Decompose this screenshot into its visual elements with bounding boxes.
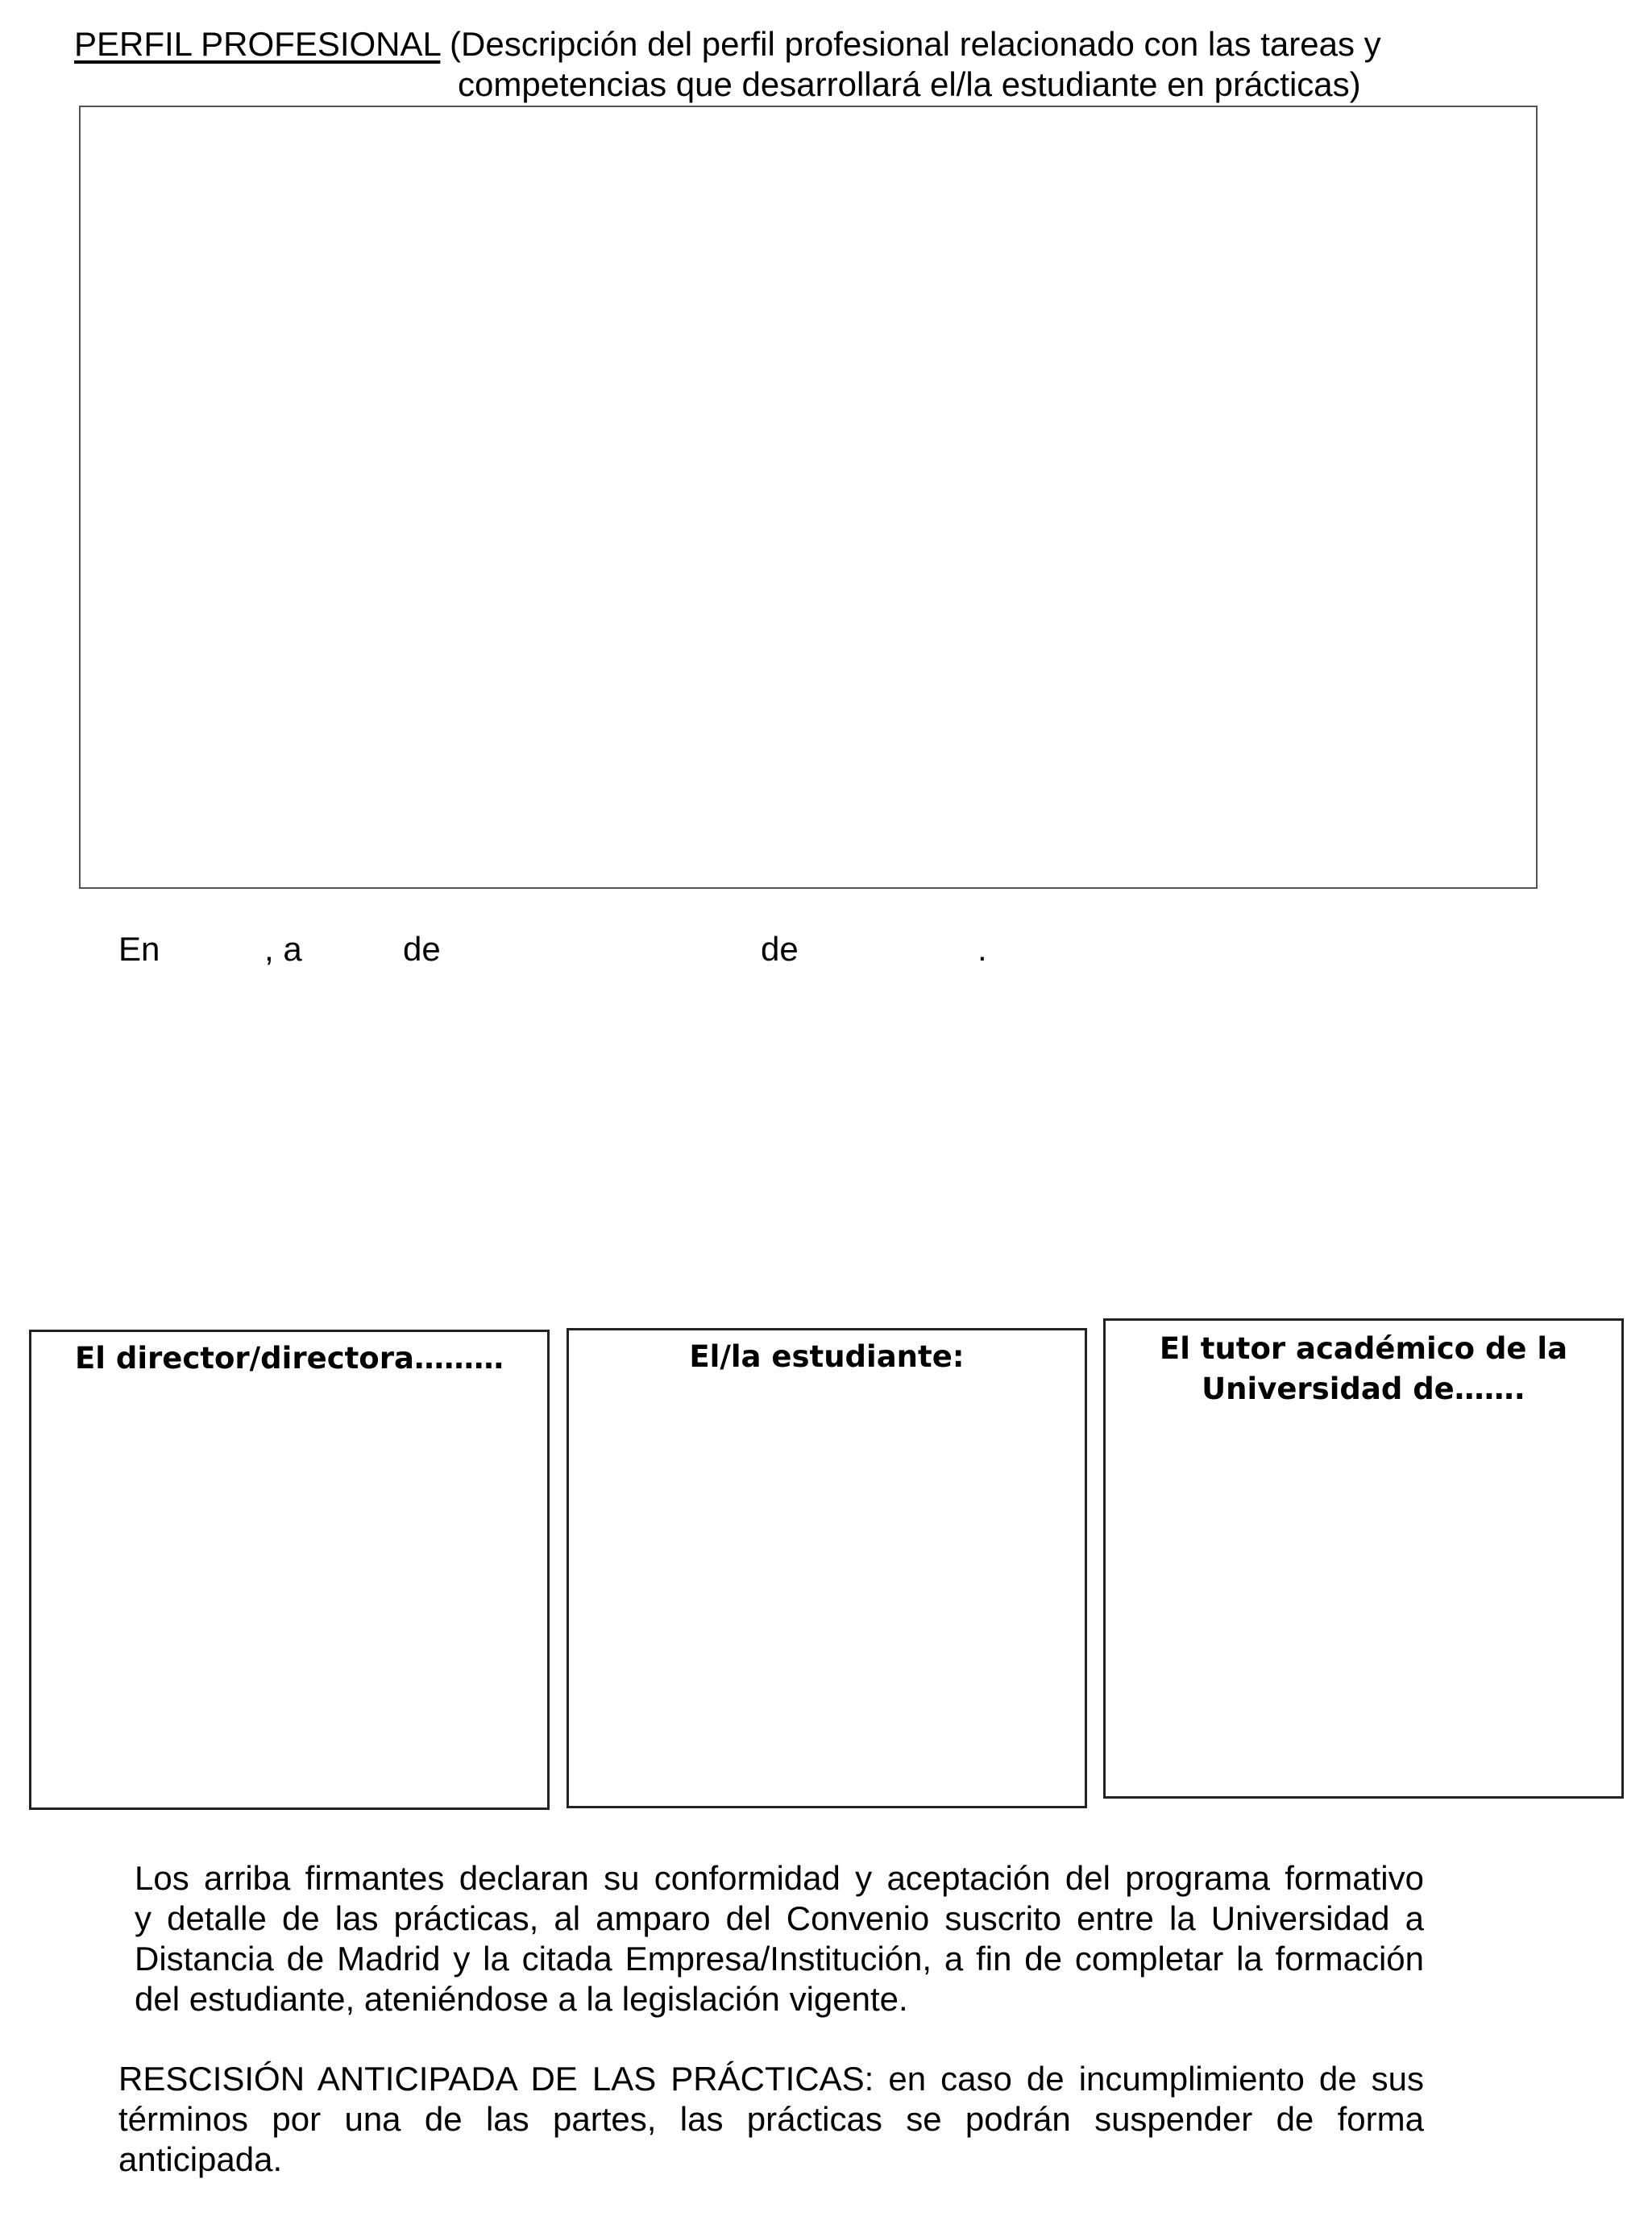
tutor-signature-label-line1: El tutor académico de la (1159, 1331, 1568, 1366)
date-line-en: En (118, 930, 160, 968)
director-signature-label: El director/directora……… (75, 1341, 504, 1376)
rescission-line: anticipada. (118, 2140, 283, 2178)
professional-profile-box[interactable] (79, 106, 1538, 889)
section-title: PERFIL PROFESIONAL (74, 25, 441, 63)
date-line-period: . (978, 930, 987, 968)
tutor-signature-box[interactable] (1103, 1318, 1624, 1799)
conformity-line: Los arriba firmantes declaran su conformidad y aceptación del programa formativo (135, 1859, 1424, 1897)
tutor-signature-label-line2: Universidad de……. (1202, 1372, 1525, 1406)
conformity-paragraph (135, 1858, 1424, 2019)
date-line-de-2: de (761, 930, 799, 968)
section-description-line1: (Descripción del perfil profesional relacionado con las tareas y (450, 25, 1381, 63)
date-line-a: , a (264, 930, 302, 968)
section-description-line2: competencias que desarrollará el/la estudiante en prácticas) (458, 65, 1361, 103)
conformity-line: y detalle de las prácticas, al amparo del Convenio suscrito entre la Universidad a (135, 1899, 1424, 1937)
student-signature-label: El/la estudiante: (689, 1339, 965, 1374)
date-line-de-1: de (403, 930, 441, 968)
rescission-line: términos por una de las partes, las prácticas se podrán suspender de forma (118, 2100, 1424, 2138)
rescission-line: RESCISIÓN ANTICIPADA DE LAS PRÁCTICAS: en caso de incumplimiento de sus (118, 2060, 1424, 2098)
conformity-line: del estudiante, ateniéndose a la legislación vigente. (135, 1980, 908, 2018)
director-signature-box[interactable] (29, 1330, 550, 1810)
header-line1 (74, 24, 1381, 64)
rescission-paragraph (118, 2059, 1424, 2180)
conformity-line: Distancia de Madrid y la citada Empresa/Institución, a fin de completar la formación (135, 1940, 1424, 1978)
student-signature-box[interactable] (567, 1328, 1087, 1808)
